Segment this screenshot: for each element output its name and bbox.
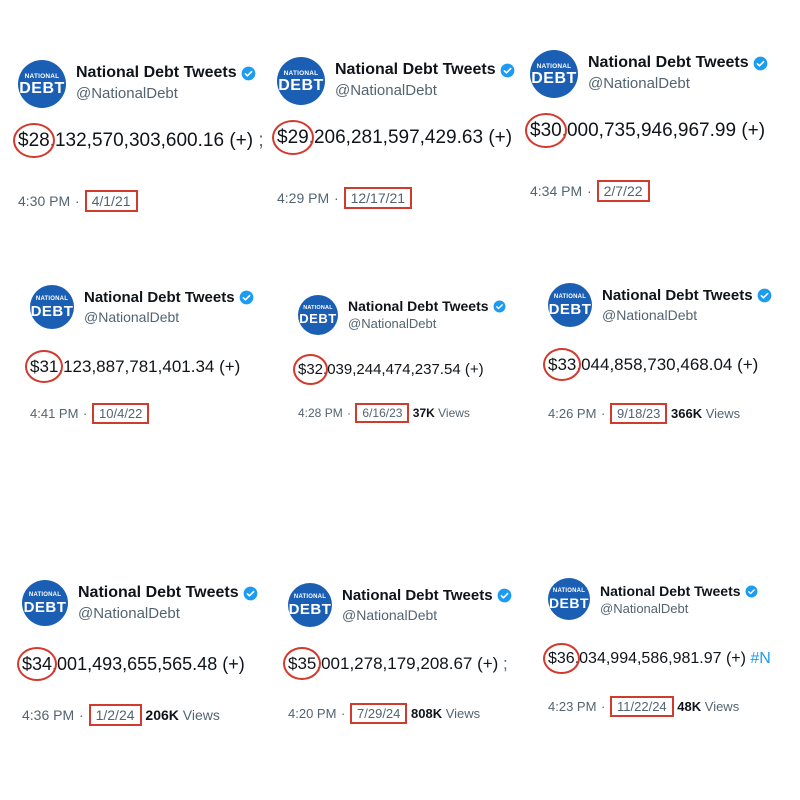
display-name[interactable]: National Debt Tweets [602, 287, 753, 304]
views-count: 37K [412, 406, 435, 420]
debt-trillions: $34 [22, 654, 53, 674]
name-row [84, 289, 254, 306]
tweet-card[interactable] [30, 285, 260, 435]
debt-trillions: $29 [277, 127, 309, 148]
debt-remainder: ,001,278,179,208.67 (+) [316, 654, 499, 673]
avatar[interactable] [30, 285, 74, 329]
avatar-top-text: NATIONAL [553, 294, 587, 300]
avatar-top-text: NATIONAL [24, 73, 60, 80]
avatar[interactable] [22, 580, 68, 626]
name-row [342, 587, 512, 604]
avatar-main-text: DEBT [548, 595, 590, 611]
verified-badge-icon [493, 300, 506, 313]
verified-badge-icon [500, 63, 515, 78]
avatar-top-text: NATIONAL [35, 296, 69, 302]
views-count: 808K [411, 706, 443, 721]
tweet-date[interactable]: 9/18/23 [610, 403, 667, 424]
tweet-meta [288, 703, 480, 724]
avatar-main-text: DEBT [23, 599, 67, 616]
tweet-meta [277, 187, 412, 209]
tweet-date[interactable]: 4/1/21 [85, 190, 138, 212]
avatar[interactable] [530, 50, 578, 98]
tweet-card[interactable] [548, 578, 793, 728]
verified-badge-icon [745, 585, 758, 598]
avatar-main-text: DEBT [288, 601, 332, 618]
debt-remainder: ,000,735,946,967.99 (+) [561, 120, 766, 141]
tweet-card[interactable] [548, 283, 793, 433]
separator: · [347, 406, 352, 420]
verified-badge-icon [757, 288, 772, 303]
debt-remainder: ,044,858,730,468.04 (+) [576, 355, 759, 374]
debt-remainder: ,206,281,597,429.63 (+) [308, 127, 513, 148]
views-label: Views [178, 707, 220, 723]
debt-amount [548, 650, 771, 668]
display-name[interactable]: National Debt Tweets [588, 54, 749, 71]
debt-trillions: $32 [298, 361, 324, 378]
avatar-main-text: DEBT [531, 70, 577, 87]
tweet-time: 4:34 PM [530, 183, 583, 199]
display-name[interactable]: National Debt Tweets [84, 289, 235, 306]
separator: · [587, 183, 592, 199]
views-count: 366K [671, 406, 703, 421]
tweet-date[interactable]: 2/7/22 [597, 180, 650, 202]
verified-badge-icon [243, 586, 258, 601]
debt-remainder: ,123,887,781,401.34 (+) [58, 357, 241, 376]
tweet-meta [30, 403, 149, 424]
debt-remainder: ,132,570,303,600.16 (+) [49, 130, 254, 151]
tweet-date[interactable]: 6/16/23 [355, 403, 409, 423]
name-row [588, 54, 768, 72]
hashtag-link[interactable]: #N [745, 650, 771, 667]
name-row [78, 584, 258, 602]
display-name[interactable]: National Debt Tweets [348, 298, 489, 314]
name-row [348, 298, 506, 314]
avatar-main-text: DEBT [548, 301, 592, 318]
display-name[interactable]: National Debt Tweets [335, 61, 496, 78]
debt-amount [277, 127, 512, 149]
tweet-meta [530, 180, 650, 202]
tweet-card[interactable] [288, 583, 533, 733]
avatar-main-text: DEBT [299, 311, 337, 326]
separator: · [341, 706, 346, 721]
avatar[interactable] [548, 578, 590, 620]
debt-trillions: $28 [18, 130, 50, 151]
tweet-card[interactable] [277, 57, 527, 217]
display-name[interactable]: National Debt Tweets [76, 64, 237, 81]
tweet-time: 4:23 PM [548, 699, 597, 714]
name-row [602, 287, 772, 304]
tweet-date[interactable]: 10/4/22 [92, 403, 149, 424]
avatar[interactable] [548, 283, 592, 327]
avatar-top-text: NATIONAL [293, 594, 327, 600]
debt-trillions: $35 [288, 654, 317, 673]
handle[interactable]: @NationalDebt [342, 607, 438, 623]
tweet-time: 4:20 PM [288, 706, 337, 721]
debt-remainder: ,001,493,655,565.48 (+) [52, 654, 245, 674]
avatar-main-text: DEBT [30, 303, 74, 320]
tweet-meta [22, 704, 220, 726]
debt-remainder: ,039,244,474,237.54 (+) [323, 361, 484, 378]
avatar[interactable] [288, 583, 332, 627]
debt-trillions: $36 [548, 650, 575, 667]
separator: · [75, 193, 80, 209]
tweet-card[interactable] [22, 580, 272, 730]
text-overflow: ; [253, 130, 264, 151]
debt-amount [298, 361, 484, 378]
avatar-main-text: DEBT [278, 77, 324, 94]
handle[interactable]: @NationalDebt [78, 605, 180, 622]
debt-amount [548, 355, 758, 375]
tweet-meta [548, 403, 740, 424]
handle[interactable]: @NationalDebt [602, 307, 698, 323]
tweet-date[interactable]: 12/17/21 [344, 187, 413, 209]
avatar[interactable] [18, 60, 66, 108]
display-name[interactable]: National Debt Tweets [600, 583, 741, 599]
verified-badge-icon [753, 56, 768, 71]
tweet-time: 4:26 PM [548, 406, 597, 421]
debt-trillions: $31 [30, 357, 59, 376]
tweet-time: 4:29 PM [277, 190, 330, 206]
tweet-time: 4:28 PM [298, 406, 343, 420]
handle[interactable]: @NationalDebt [76, 85, 178, 102]
separator: · [601, 699, 606, 714]
text-overflow: ; [498, 654, 508, 673]
avatar-top-text: NATIONAL [552, 588, 586, 594]
tweet-time: 4:41 PM [30, 406, 79, 421]
tweet-meta [298, 403, 470, 423]
separator: · [83, 406, 88, 421]
handle[interactable]: @NationalDebt [348, 316, 437, 331]
views-label: Views [702, 406, 741, 421]
views-count: 48K [677, 699, 702, 714]
views-count: 206K [145, 707, 179, 723]
debt-amount [18, 130, 264, 152]
tweet-meta [18, 190, 138, 212]
separator: · [79, 707, 84, 723]
avatar-top-text: NATIONAL [283, 70, 319, 77]
debt-remainder: ,034,994,586,981.97 (+) [574, 650, 746, 667]
handle[interactable]: @NationalDebt [335, 82, 437, 99]
avatar-top-text: NATIONAL [536, 63, 572, 70]
tweet-time: 4:36 PM [22, 707, 75, 723]
tweet-time: 4:30 PM [18, 193, 71, 209]
views-label: Views [442, 706, 481, 721]
tweet-card[interactable] [530, 50, 795, 210]
avatar-main-text: DEBT [19, 80, 65, 97]
views-label: Views [434, 406, 470, 420]
tweet-card[interactable] [298, 295, 528, 435]
debt-amount [22, 654, 245, 675]
views-label: Views [701, 699, 740, 714]
name-row [76, 64, 256, 82]
name-row [335, 61, 515, 79]
avatar[interactable] [277, 57, 325, 105]
tweet-date[interactable]: 7/29/24 [350, 703, 407, 724]
avatar[interactable] [298, 295, 338, 335]
separator: · [334, 190, 339, 206]
avatar-top-text: NATIONAL [28, 592, 62, 598]
handle[interactable]: @NationalDebt [588, 75, 690, 92]
debt-amount [288, 654, 508, 674]
debt-amount [30, 357, 240, 377]
handle[interactable]: @NationalDebt [84, 309, 180, 325]
debt-trillions: $33 [548, 355, 577, 374]
tweet-meta [548, 696, 739, 717]
avatar-top-text: NATIONAL [303, 305, 333, 311]
name-row [600, 583, 758, 599]
debt-trillions: $30 [530, 120, 562, 141]
tweet-date[interactable]: 1/2/24 [89, 704, 142, 726]
separator: · [601, 406, 606, 421]
verified-badge-icon [239, 290, 254, 305]
verified-badge-icon [241, 66, 256, 81]
display-name[interactable]: National Debt Tweets [78, 584, 239, 601]
verified-badge-icon [497, 588, 512, 603]
debt-amount [530, 120, 765, 142]
display-name[interactable]: National Debt Tweets [342, 587, 493, 604]
tweet-date[interactable]: 11/22/24 [610, 696, 674, 717]
handle[interactable]: @NationalDebt [600, 601, 689, 616]
tweet-card[interactable] [18, 60, 268, 220]
